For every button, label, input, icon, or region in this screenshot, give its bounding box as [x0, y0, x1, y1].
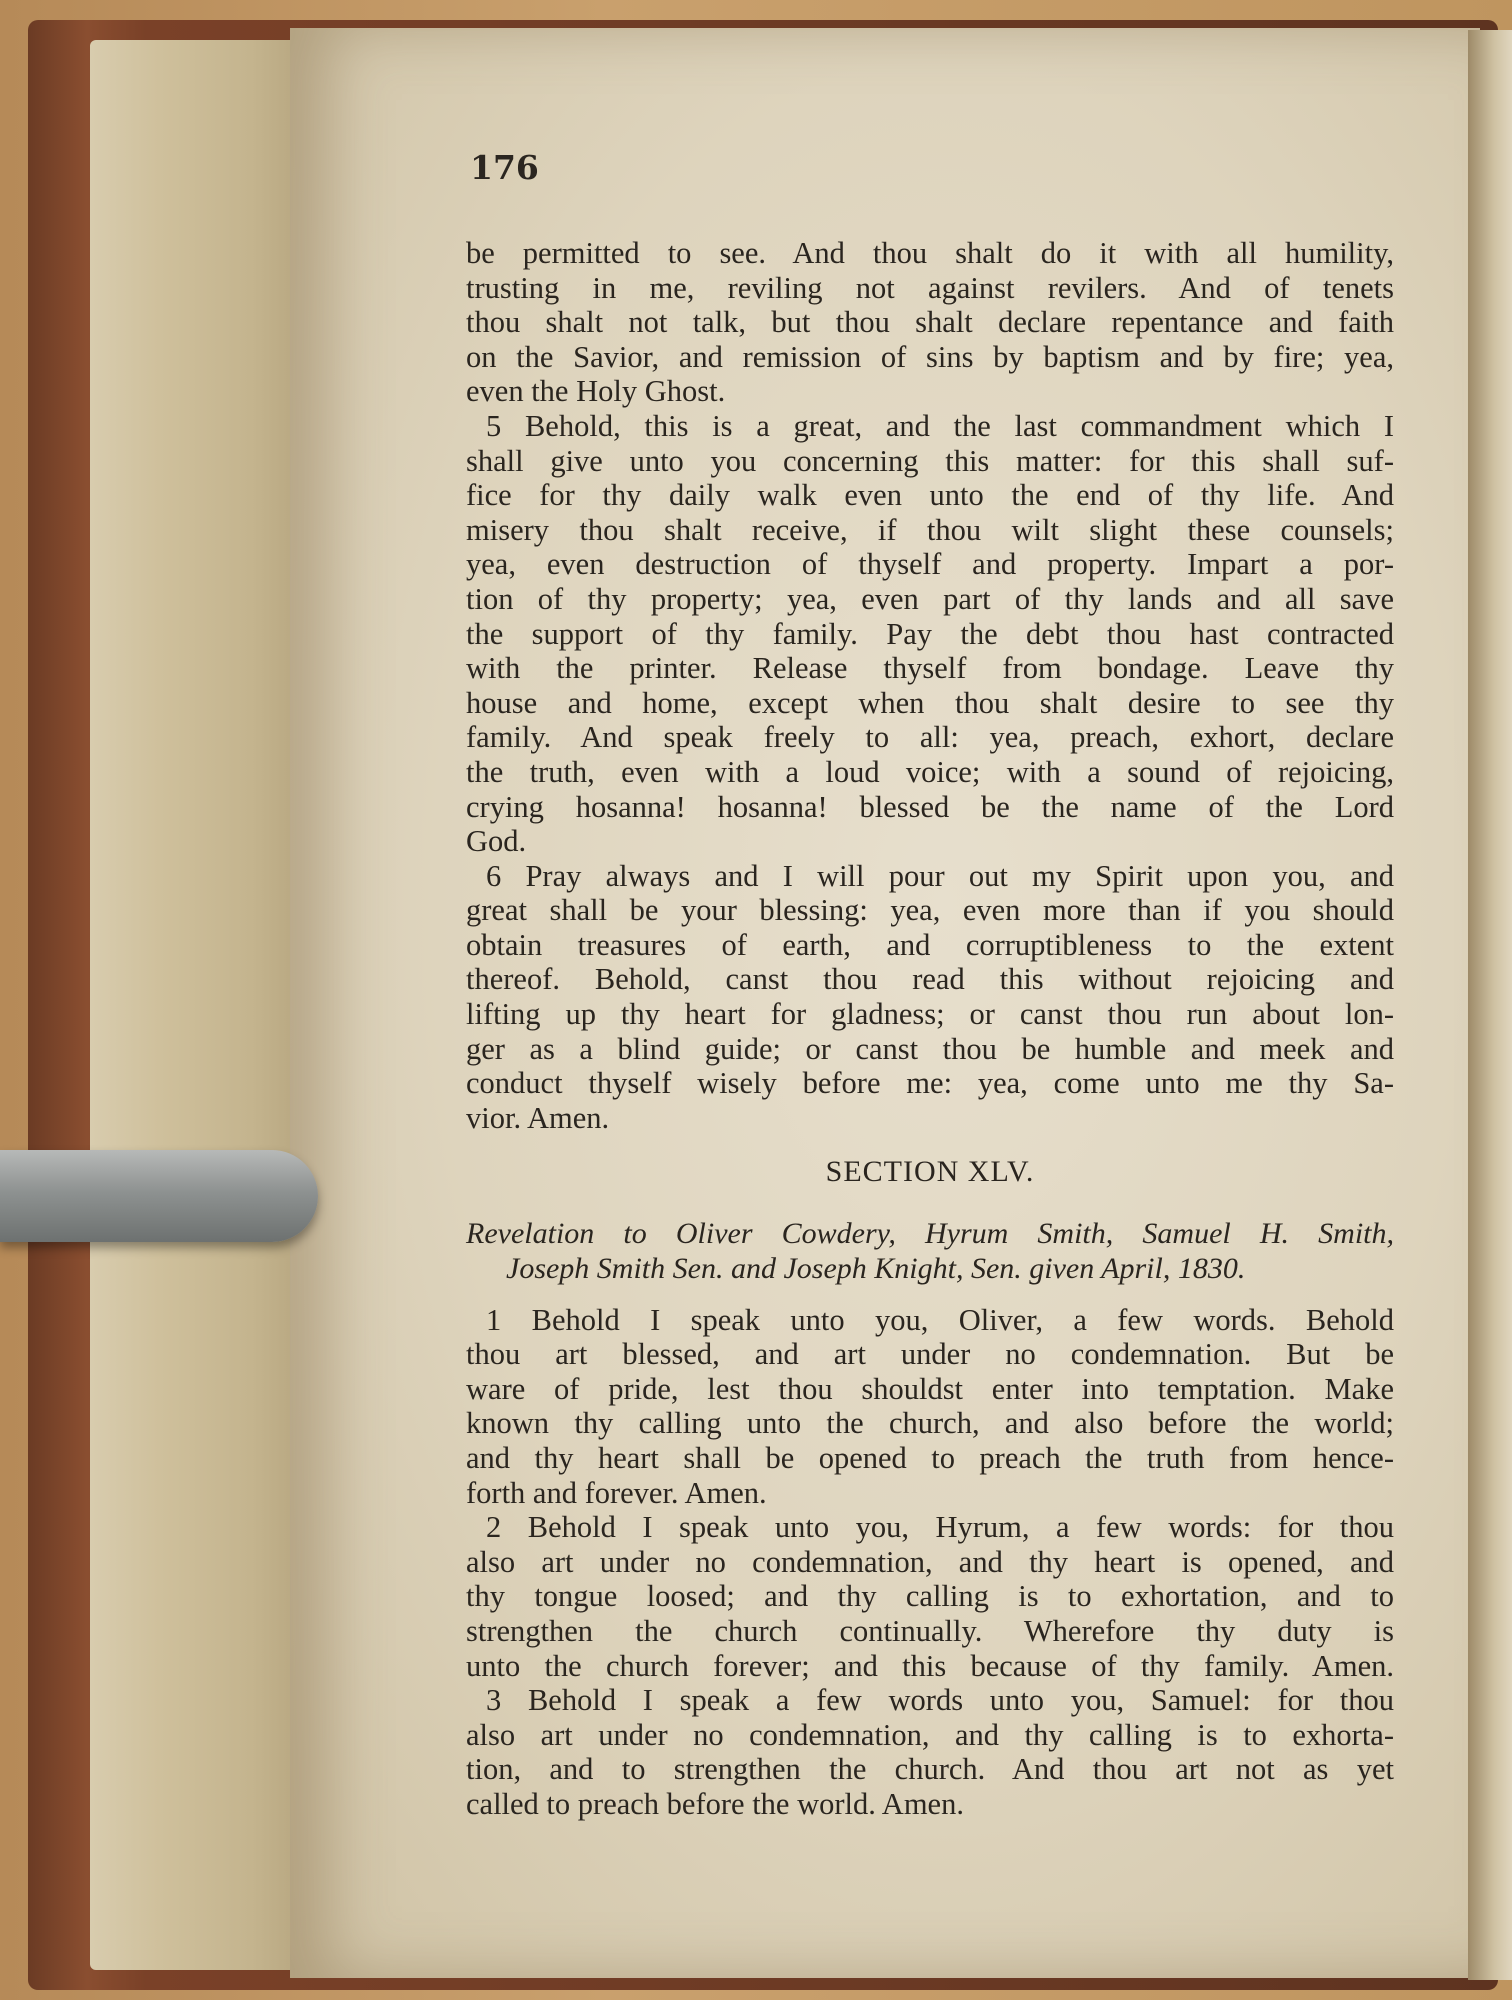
text-line: ger as a blind guide; or canst thou be humble and meek and [466, 1031, 1394, 1066]
text-line: house and home, except when thou shalt desire to see thy [466, 685, 1394, 720]
text-line: conduct thyself wisely before me: yea, come unto me thy Sa- [466, 1066, 1394, 1101]
verse-start: 6 Pray always and I will pour out my Spirit upon you, and [486, 858, 1394, 893]
section-subtitle: Revelation to Oliver Cowdery, Hyrum Smith, Samuel H. Smith, [466, 1217, 1394, 1251]
text-line: the support of thy family. Pay the debt thou hast contracted [466, 616, 1394, 651]
text-line: yea, even destruction of thyself and property. Impart a por- [466, 547, 1394, 582]
text-line: thereof. Behold, canst thou read this without rejoicing and [466, 962, 1394, 997]
verse-start: 5 Behold, this is a great, and the last commandment which I [486, 408, 1394, 443]
text-line: known thy calling unto the church, and also before the world; [466, 1406, 1394, 1441]
text-line: ware of pride, lest thou shouldst enter into temptation. Make [466, 1371, 1394, 1406]
text-line: obtain treasures of earth, and corruptibleness to the extent [466, 927, 1394, 962]
text-line: even the Holy Ghost. [466, 374, 726, 409]
section-subtitle: Joseph Smith Sen. and Joseph Knight, Sen. given April, 1830. [506, 1252, 1246, 1286]
text-line: forth and forever. Amen. [466, 1475, 767, 1510]
text-line: shall give unto you concerning this matter: for this shall suf- [466, 443, 1394, 478]
text-line: great shall be your blessing: yea, even more than if you should [466, 893, 1394, 928]
spacer [466, 1287, 1394, 1303]
text-line: also art under no condemnation, and thy calling is to exhorta- [466, 1717, 1394, 1752]
facing-page-edge [1468, 30, 1512, 1980]
text-line: misery thou shalt receive, if thou wilt slight these counsels; [466, 512, 1394, 547]
text-line: called to preach before the world. Amen. [466, 1786, 964, 1821]
text-line: thou shalt not talk, but thou shalt declare repentance and faith [466, 305, 1394, 340]
text-line: with the printer. Release thyself from bondage. Leave thy [466, 651, 1394, 686]
text-line: thou art blessed, and art under no condemnation. But be [466, 1337, 1394, 1372]
text-line: tion, and to strengthen the church. And thou art not as yet [466, 1752, 1394, 1787]
text-line: be permitted to see. And thou shalt do it with all humility, [466, 236, 1394, 270]
text-line: lifting up thy heart for gladness; or canst thou run about lon- [466, 997, 1394, 1032]
page-text [466, 236, 1394, 1822]
text-line: crying hosanna! hosanna! blessed be the name of the Lord [466, 789, 1394, 824]
text-line: thy tongue loosed; and thy calling is to exhortation, and to [466, 1579, 1394, 1614]
text-line: on the Savior, and remission of sins by baptism and by fire; yea, [466, 339, 1394, 374]
text-line: vior. Amen. [466, 1100, 610, 1135]
section-heading: SECTION XLV. [825, 1155, 1035, 1189]
text-line: strengthen the church continually. Wherefore thy duty is [466, 1613, 1394, 1648]
text-line: fice for thy daily walk even unto the end of thy life. And [466, 478, 1394, 513]
verse-start: 1 Behold I speak unto you, Oliver, a few words. Behold [486, 1302, 1394, 1337]
text-line: also art under no condemnation, and thy heart is opened, and [466, 1544, 1394, 1579]
text-line: trusting in me, reviling not against revilers. And of tenets [466, 270, 1394, 305]
text-line: the truth, even with a loud voice; with a sound of rejoicing, [466, 754, 1394, 789]
text-line: family. And speak freely to all: yea, preach, exhort, declare [466, 720, 1394, 755]
text-line: and thy heart shall be opened to preach the truth from hence- [466, 1441, 1394, 1475]
page-weight-blade [0, 1150, 318, 1242]
text-line: God. [466, 824, 527, 859]
page-number: 176 [470, 148, 539, 187]
verse-start: 2 Behold I speak unto you, Hyrum, a few words: for thou [486, 1510, 1394, 1545]
text-line: unto the church forever; and this because of thy family. Amen. [466, 1648, 1394, 1683]
text-line: tion of thy property; yea, even part of thy lands and all save [466, 581, 1394, 616]
verse-start: 3 Behold I speak a few words unto you, Samuel: for thou [486, 1683, 1394, 1718]
page-edges [90, 40, 320, 1970]
